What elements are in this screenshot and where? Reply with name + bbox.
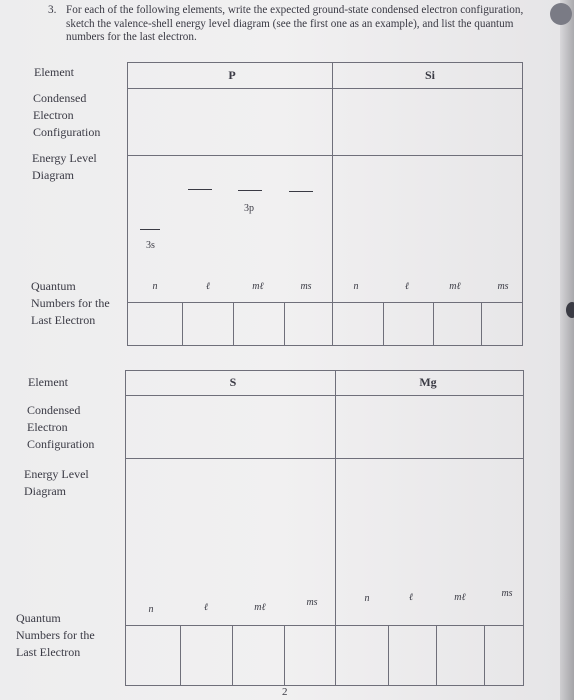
- quantum-header-ms: ms: [300, 281, 312, 292]
- quantum-header-l: ℓ: [203, 602, 209, 613]
- configuration-label: Condensed Electron Configuration: [27, 403, 95, 451]
- quantum-numbers-label: Quantum Numbers for the Last Electron: [31, 279, 110, 327]
- quantum-header-l: ℓ: [404, 281, 410, 292]
- cell-divider: [433, 302, 434, 346]
- cell-divider: [180, 625, 181, 686]
- cell-divider: [436, 625, 437, 686]
- cell-divider: [233, 302, 234, 346]
- quantum-header-ml: mℓ: [454, 592, 466, 603]
- column-divider: [335, 370, 336, 686]
- row-divider: [125, 458, 524, 459]
- quantum-header-ms: ms: [497, 281, 509, 292]
- page-edge-shadow: [560, 0, 574, 700]
- cell-divider: [284, 302, 285, 346]
- element-header-p: P: [228, 68, 236, 82]
- quantum-header-l: ℓ: [408, 592, 414, 603]
- table-s-mg: [125, 370, 524, 686]
- cell-divider: [284, 625, 285, 686]
- element-header-mg: Mg: [419, 375, 437, 389]
- quantum-header-n: n: [364, 593, 370, 604]
- row-divider: [125, 395, 524, 396]
- binder-hole: [550, 3, 572, 25]
- quantum-header-n: n: [152, 281, 158, 292]
- quantum-numbers-label: Quantum Numbers for the Last Electron: [16, 611, 95, 659]
- orbital-3p-line: [238, 190, 262, 191]
- cell-divider: [388, 625, 389, 686]
- orbital-3s-line: [140, 229, 160, 230]
- quantum-header-ms: ms: [306, 597, 318, 608]
- configuration-label: Condensed Electron Configuration: [33, 91, 101, 139]
- row-divider: [125, 625, 524, 626]
- table-p-si: [127, 62, 523, 346]
- element-header-s: S: [229, 375, 237, 389]
- cell-divider: [383, 302, 384, 346]
- page-number: 2: [282, 686, 288, 698]
- energy-level-label: Energy Level Diagram: [24, 467, 89, 498]
- column-divider: [332, 62, 333, 346]
- quantum-header-n: n: [353, 281, 359, 292]
- orbital-3p-label: 3p: [244, 203, 254, 214]
- binder-hole: [566, 302, 574, 318]
- orbital-3s-label: 3s: [146, 240, 155, 251]
- element-label: Element: [28, 375, 68, 389]
- quantum-header-n: n: [148, 604, 154, 615]
- cell-divider: [232, 625, 233, 686]
- question-number: 3.: [48, 4, 57, 16]
- element-header-si: Si: [424, 68, 435, 82]
- element-label: Element: [34, 65, 74, 79]
- row-divider: [127, 88, 523, 89]
- row-divider: [127, 302, 523, 303]
- cell-divider: [484, 625, 485, 686]
- quantum-header-ms: ms: [501, 588, 513, 599]
- question-text: For each of the following elements, write the expected ground-state condensed electron configuration, sketch the valence-shell energy level diagram (see the first one as an example), and list the quantum numbers for the last electron.: [66, 4, 524, 44]
- row-divider: [127, 155, 523, 156]
- cell-divider: [481, 302, 482, 346]
- quantum-header-ml: mℓ: [252, 281, 264, 292]
- orbital-3p-line: [289, 191, 313, 192]
- orbital-3p-line: [188, 189, 212, 190]
- cell-divider: [182, 302, 183, 346]
- quantum-header-l: ℓ: [205, 281, 211, 292]
- quantum-header-ml: mℓ: [449, 281, 461, 292]
- energy-level-label: Energy Level Diagram: [32, 151, 97, 182]
- quantum-header-ml: mℓ: [254, 602, 266, 613]
